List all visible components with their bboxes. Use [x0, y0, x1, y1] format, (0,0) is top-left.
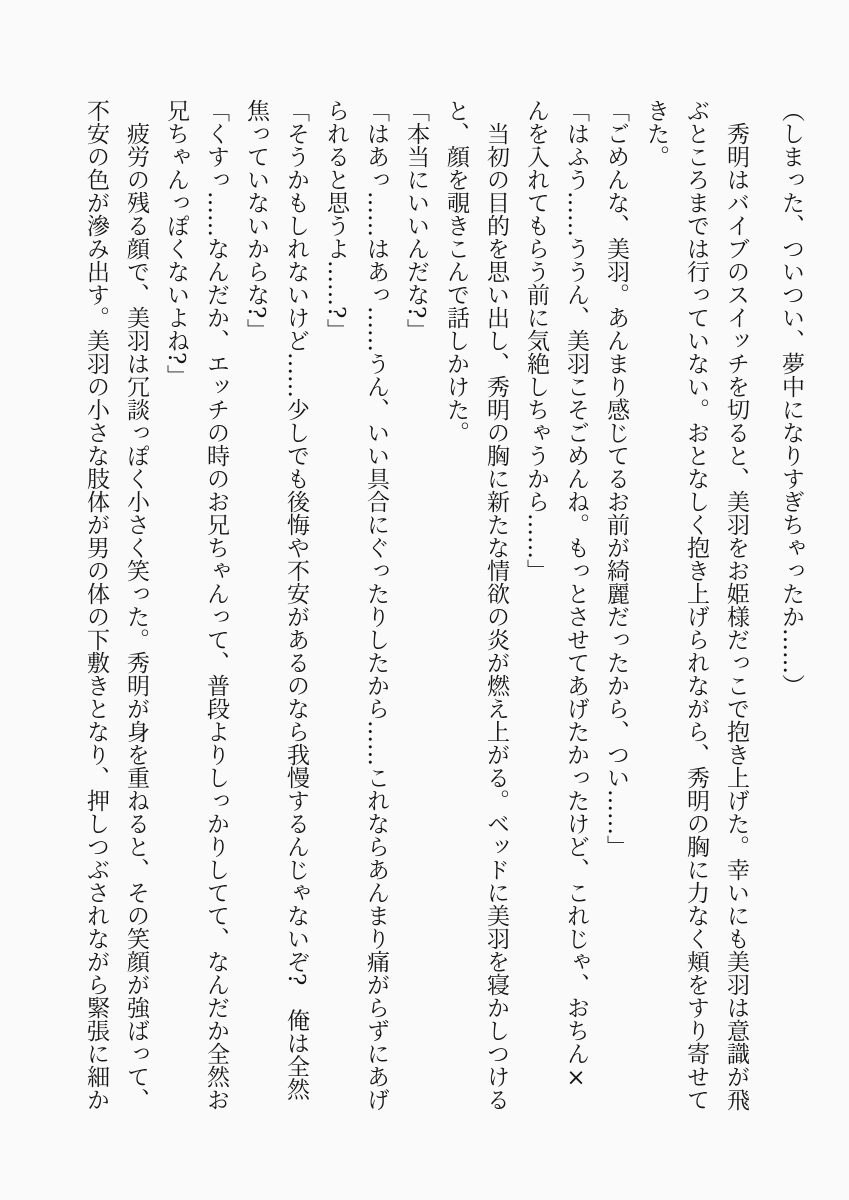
- paragraph-dialogue: 「くすっ……なんだか、エッチの時のお兄ちゃんって、普段よりしっかりしてて、なんだか全然お兄ちゃんっぽくないよね?」: [163, 99, 229, 1111]
- paragraph-thought: （しまった、ついつい、夢中になりすぎちゃったか……）: [778, 99, 804, 697]
- paragraph-dialogue: 「はあっ……はあっ……うん、いい具合にぐったりしたから……これならあんまり痛がらずにあげられると思うよ……?」: [323, 99, 389, 1111]
- paragraph-dialogue: 「ごめんな、美羽。あんまり感じてるお前が綺麗だったから、つい……」: [603, 99, 629, 858]
- paragraph-narration: 疲労の残る顔で、美羽は冗談っぽく小さく笑った。秀明が身を重ねると、その笑顔が強ばって、不安の色が滲み出す。美羽の小さな肢体が男の体の下敷きとなり、押しつぶされながら緊張に細か: [83, 99, 149, 1111]
- paragraph-narration: 秀明はバイブのスイッチを切ると、美羽をお姫様だっこで抱き上げた。幸いにも美羽は意識が飛ぶところまでは行っていない。おとなしく抱き上げられながら、秀明の胸に力なく頬をすり寄せてきた。: [643, 99, 749, 1111]
- paragraph-dialogue: 「そうかもしれないけど……少しでも後悔や不安があるのなら我慢するんじゃないぞ? 俺は全然焦っていないからな?」: [243, 99, 309, 1101]
- paragraph-dialogue: 「本当にいいんだな?」: [403, 99, 429, 342]
- paragraph-narration: 当初の目的を思い出し、秀明の胸に新たな情欲の炎が燃え上がる。ベッドに美羽を寝かしつけると、顔を覗きこんで話しかけた。: [443, 99, 509, 1111]
- novel-text-block: [76, 99, 811, 1111]
- paragraph-dialogue: 「はふう……ううん、美羽こそごめんね。もっとさせてあげたかったけど、これじゃ、おちん×んを入れてもらう前に気絶しちゃうから……」: [523, 99, 589, 1091]
